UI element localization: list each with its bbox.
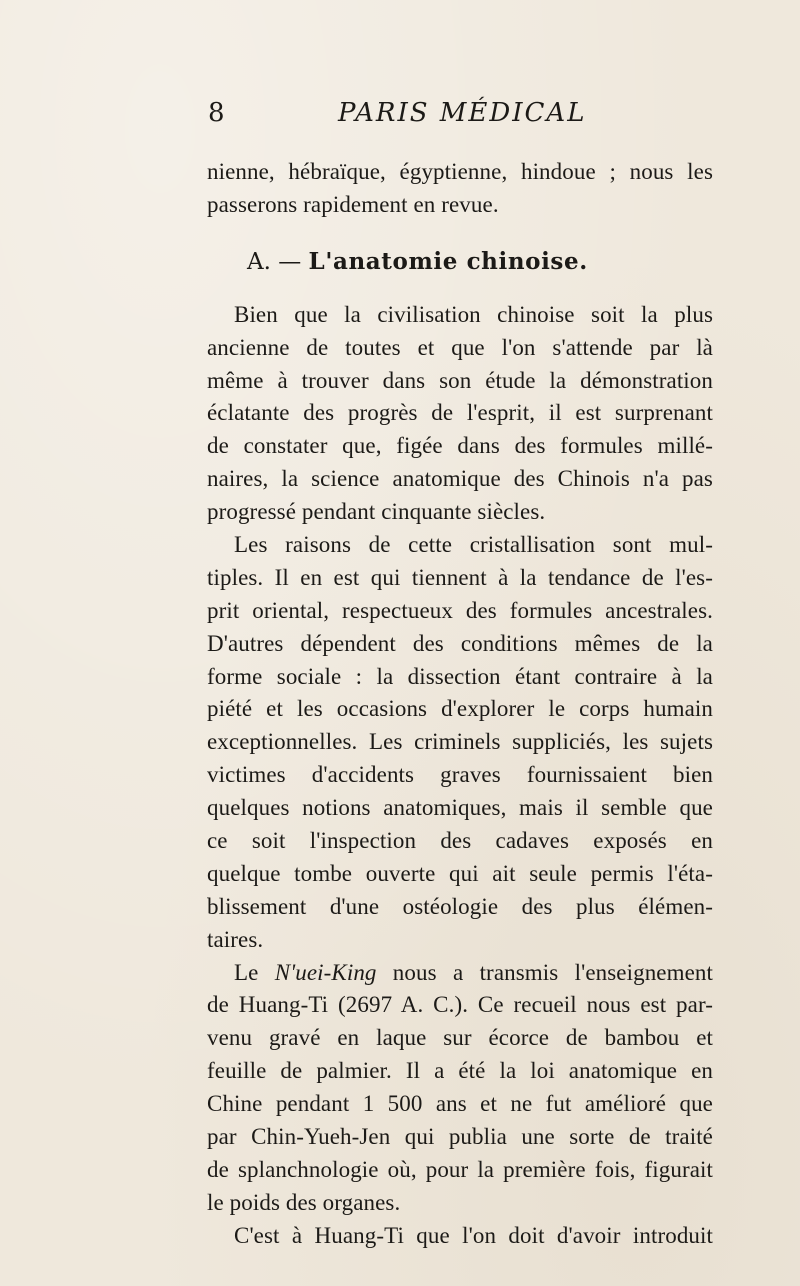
text-line: forme sociale : la dissection étant contraire à la	[207, 663, 713, 689]
text-line: tiples. Il en est qui tiennent à la tendance de l'es-	[207, 564, 713, 590]
text-line: venu gravé en laque sur écorce de bambou et	[207, 1025, 713, 1051]
section-heading	[207, 242, 713, 282]
text-line: blissement d'une ostéologie des plus élémen-	[207, 893, 713, 919]
running-title: PARIS MÉDICAL	[338, 98, 587, 128]
text-line: piété et les occasions d'explorer le corps humain	[207, 696, 713, 722]
text-segment: Le	[234, 959, 275, 985]
text-line: passerons rapidement en revue.	[207, 191, 499, 217]
text-line: prit oriental, respectueux des formules ancestrales.	[207, 597, 713, 623]
text-line: ancienne de toutes et que l'on s'attende par là	[207, 334, 713, 360]
text-line: ce soit l'inspection des cadaves exposés en	[207, 828, 713, 854]
text-line: C'est à Huang-Ti que l'on doit d'avoir introduit	[234, 1222, 713, 1248]
page-number: 8	[208, 98, 226, 128]
text-line	[207, 957, 713, 990]
text-line: par Chin-Yueh-Jen qui publia une sorte de traité	[207, 1124, 713, 1150]
text-line: D'autres dépendent des conditions mêmes de la	[207, 630, 713, 656]
text-line: exceptionnelles. Les criminels suppliciés, les sujets	[207, 729, 713, 755]
paragraph	[207, 529, 713, 957]
text-line: de splanchnologie où, pour la première fois, figurait	[207, 1156, 713, 1182]
section-letter: A. —	[247, 248, 302, 275]
page-header	[0, 98, 800, 138]
text-line: de constater que, figée dans des formules millé-	[207, 433, 713, 459]
text-segment: nous a transmis l'enseignement	[376, 959, 713, 985]
text-line: le poids des organes.	[207, 1189, 401, 1215]
book-title: N'uei-King	[274, 959, 377, 985]
text-line: éclatante des progrès de l'esprit, il est surprenant	[207, 400, 713, 426]
text-line: Les raisons de cette cristallisation sont mul-	[234, 532, 713, 558]
text-line: quelques notions anatomiques, mais il semble que	[207, 795, 713, 821]
paragraph	[207, 299, 713, 529]
body-text	[207, 156, 713, 1253]
text-line: Chine pendant 1 500 ans et ne fut amélioré que	[207, 1091, 713, 1117]
text-line: progressé pendant cinquante siècles.	[207, 499, 546, 525]
paragraph	[207, 957, 713, 1220]
text-line: nienne, hébraïque, égyptienne, hindoue ; nous les	[207, 159, 713, 184]
text-line: taires.	[207, 926, 264, 952]
text-line: naires, la science anatomique des Chinois n'a pas	[207, 466, 713, 492]
text-line: de Huang-Ti (2697 A. C.). Ce recueil nous est par-	[207, 992, 713, 1018]
text-line: même à trouver dans son étude la démonstration	[207, 367, 713, 393]
section-title: L'anatomie chinoise.	[308, 247, 588, 275]
text-line: Bien que la civilisation chinoise soit la plus	[234, 301, 713, 327]
text-line: quelque tombe ouverte qui ait seule permis l'éta-	[207, 860, 713, 886]
text-line: victimes d'accidents graves fournissaient bien	[207, 762, 713, 788]
paragraph	[207, 1220, 713, 1253]
text-line: feuille de palmier. Il a été la loi anatomique en	[207, 1058, 713, 1084]
